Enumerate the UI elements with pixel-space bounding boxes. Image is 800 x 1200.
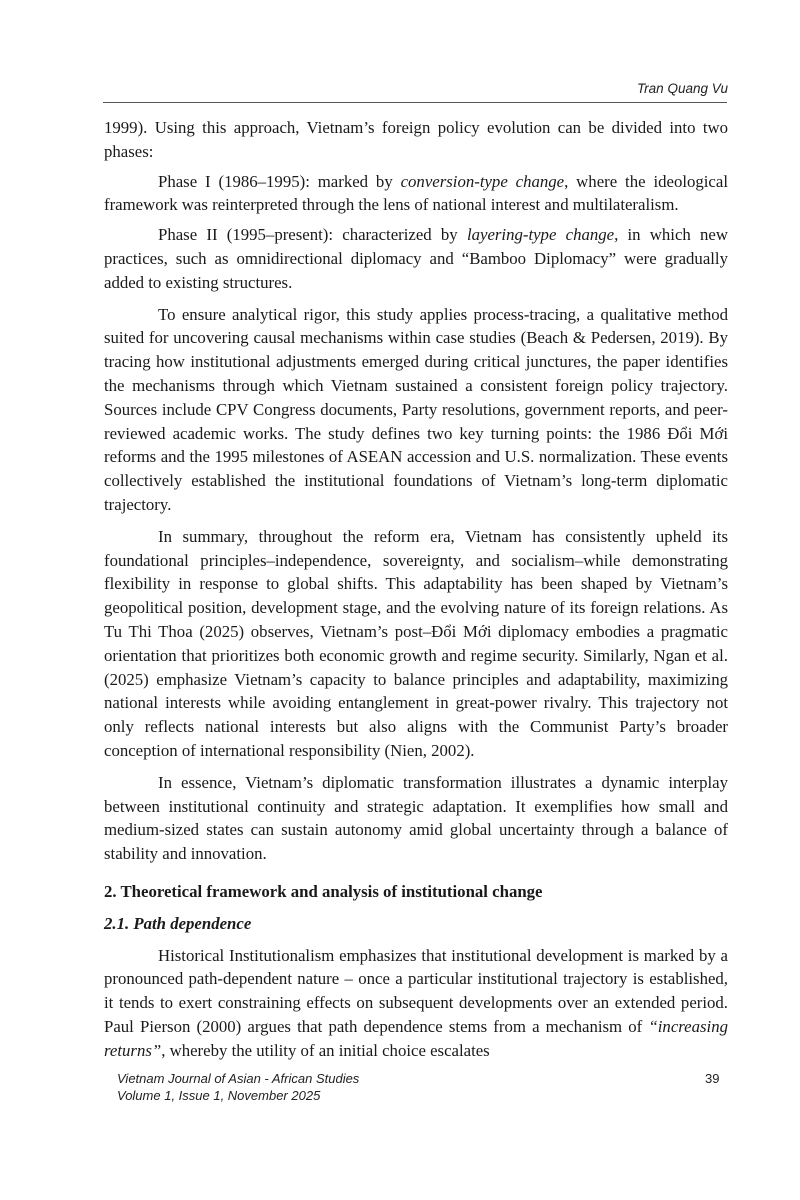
increasing-returns-emphasis: “increasing returns” xyxy=(104,1016,728,1060)
running-header-author: Tran Quang Vu xyxy=(636,81,728,96)
page-number: 39 xyxy=(705,1071,720,1086)
paragraph-path-dependence xyxy=(104,944,728,1063)
footer-journal-title: Vietnam Journal of Asian - African Studies xyxy=(117,1071,360,1086)
path-dependence-text-end: , whereby the utility of an initial choice escalates xyxy=(161,1040,490,1060)
phase-one-emphasis: conversion-type change xyxy=(400,171,565,191)
page-footer xyxy=(117,1070,359,1104)
paragraph-essence: In essence, Vietnam’s diplomatic transformation illustrates a dynamic interplay between institutional continuity and strategic adaptation. It exemplifies how small and medium-sized states can sustain autonomy amid global uncertainty through a balance of stability and innovation. xyxy=(104,772,728,864)
paragraph-continuation: 1999). Using this approach, Vietnam’s foreign policy evolution can be divided into two phases: xyxy=(104,118,728,161)
paragraph-summary: In summary, throughout the reform era, Vietnam has consistently upheld its foundational principles–independence, sovereignty, and socialism–while demonstrating flexibility in response to global shifts. This adaptability has been shaped by Vietnam’s geopolitical position, development stage, and the evolving nature of its foreign relations. As Tu Thi Thoa (2025) observes, Vietnam’s post–Đổi Mới diplomacy embodies a pragmatic orientation that prioritizes both economic growth and regime security. Similarly, Ngan et al. (2025) emphasize Vietnam’s capacity to balance principles and adaptability, maximizing national interests while avoiding entanglement in great-power rivalry. This trajectory not only reflects national interests but also aligns with the Communist Party’s broader conception of international responsibility (Nien, 2002). xyxy=(104,526,728,760)
path-dependence-text-start: Historical Institutionalism emphasizes that institutional development is marked by a pronounced path-dependent nature – once a particular institutional trajectory is established, it tends to exert constraining effects on subsequent developments over an extended period. Paul Pierson (2000) argues that path dependence stems from a mechanism of xyxy=(104,945,728,1036)
phase-one-text-start: Phase I (1986–1995): marked by xyxy=(158,171,401,191)
footer-issue-info: Volume 1, Issue 1, November 2025 xyxy=(117,1088,321,1103)
page-body xyxy=(104,116,728,1070)
paragraph-phase-one xyxy=(104,170,728,218)
phase-two-emphasis: layering-type change xyxy=(466,225,615,245)
phase-two-text-end: , in which new practices, such as omnidirectional diplomacy and “Bamboo Diplomacy” were gradually added to existing structures. xyxy=(104,225,728,292)
section-heading: 2. Theoretical framework and analysis of institutional change xyxy=(104,881,543,901)
subsection-heading: 2.1. Path dependence xyxy=(104,913,252,933)
paragraph-phase-two xyxy=(104,223,728,294)
header-divider xyxy=(103,102,727,103)
phase-two-text-start: Phase II (1995–present): characterized by xyxy=(158,225,467,245)
phase-one-text-end: , where the ideological framework was reinterpreted through the lens of national interest and multilateralism. xyxy=(104,171,728,215)
paragraph-methodology: To ensure analytical rigor, this study applies process-tracing, a qualitative method suited for uncovering causal mechanisms within case studies (Beach & Pedersen, 2019). By tracing how institutional adjustments emerged during critical junctures, the paper identifies the mechanisms through which Vietnam sustained a consistent foreign policy trajectory. Sources include CPV Congress documents, Party resolutions, government reports, and peer-reviewed academic works. The study defines two key turning points: the 1986 Đổi Mới reforms and the 1995 milestones of ASEAN accession and U.S. normalization. These events collectively established the institutional foundations of Vietnam’s long-term diplomatic trajectory. xyxy=(104,304,728,514)
